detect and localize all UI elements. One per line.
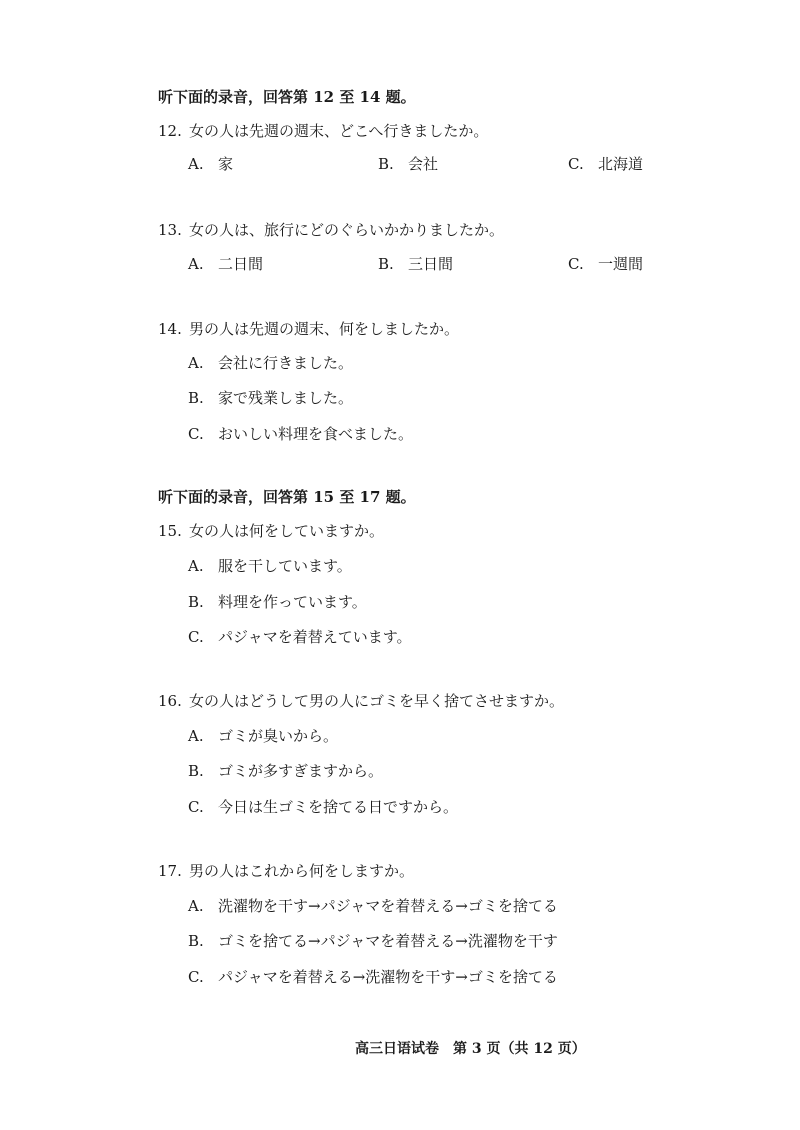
option-14-a <box>188 352 353 373</box>
option-label: C. <box>188 968 204 986</box>
option-15-c <box>188 626 412 647</box>
option-text: 会社に行きました。 <box>218 354 354 372</box>
section-heading-12-14: 听下面的录音，回答第 12 至 14 题。 <box>158 88 416 106</box>
question-13 <box>158 219 504 240</box>
question-number: 14. <box>158 320 182 338</box>
option-text: 一週間 <box>598 255 644 273</box>
option-16-c <box>188 796 458 817</box>
option-text: パジャマを着替える→洗濯物を干す→ゴミを捨てる <box>218 968 558 986</box>
option-17-b <box>188 930 558 951</box>
option-16-a <box>188 725 338 746</box>
question-number: 17. <box>158 862 182 880</box>
question-text: 女の人は、旅行にどのぐらいかかりましたか。 <box>189 221 505 239</box>
option-text: おいしい料理を食べました。 <box>218 425 414 443</box>
option-label: C. <box>188 798 204 816</box>
option-label: B. <box>188 932 204 950</box>
option-text: 家で残業しました。 <box>218 389 354 407</box>
option-text: ゴミが多すぎますから。 <box>218 762 384 780</box>
question-text: 男の人はこれから何をしますか。 <box>189 862 415 880</box>
option-15-a <box>188 555 352 576</box>
question-16 <box>158 690 564 711</box>
question-number: 13. <box>158 221 182 239</box>
option-16-b <box>188 760 383 781</box>
option-17-c <box>188 966 558 987</box>
option-13-c <box>568 253 643 274</box>
question-14 <box>158 318 459 339</box>
option-12-a <box>188 153 233 174</box>
question-text: 女の人は先週の週末、どこへ行きましたか。 <box>189 122 489 140</box>
option-12-b <box>378 153 438 174</box>
question-text: 男の人は先週の週末、何をしましたか。 <box>189 320 460 338</box>
option-label: A. <box>188 897 204 915</box>
option-text: 会社 <box>408 155 439 173</box>
option-label: A. <box>188 354 204 372</box>
option-label: B. <box>188 593 204 611</box>
option-label: A. <box>188 557 204 575</box>
question-number: 12. <box>158 122 182 140</box>
option-text: 服を干しています。 <box>218 557 352 575</box>
option-12-c <box>568 153 643 174</box>
option-13-a <box>188 253 263 274</box>
option-label: A. <box>188 255 204 273</box>
option-label: B. <box>378 155 394 173</box>
option-text: 北海道 <box>598 155 644 173</box>
question-15 <box>158 520 384 541</box>
question-text: 女の人は何をしていますか。 <box>189 522 385 540</box>
option-text: パジャマを着替えています。 <box>218 628 412 646</box>
option-text: 洗濯物を干す→パジャマを着替える→ゴミを捨てる <box>218 897 558 915</box>
option-label: C. <box>188 628 204 646</box>
page-footer: 高三日语试卷 第 3 页（共 12 页） <box>355 1041 586 1057</box>
option-text: 料理を作っています。 <box>218 593 367 611</box>
question-text: 女の人はどうして男の人にゴミを早く捨てさせますか。 <box>189 692 565 710</box>
option-label: C. <box>188 425 204 443</box>
question-number: 15. <box>158 522 182 540</box>
option-label: B. <box>188 762 204 780</box>
option-17-a <box>188 895 558 916</box>
option-text: 二日間 <box>218 255 264 273</box>
option-text: ゴミが臭いから。 <box>218 727 339 745</box>
option-14-b <box>188 387 353 408</box>
option-15-b <box>188 591 367 612</box>
section-heading-15-17: 听下面的录音，回答第 15 至 17 题。 <box>158 488 416 506</box>
option-label: A. <box>188 727 204 745</box>
option-14-c <box>188 423 413 444</box>
option-text: 家 <box>218 155 234 173</box>
option-text: ゴミを捨てる→パジャマを着替える→洗濯物を干す <box>218 932 558 950</box>
option-text: 三日間 <box>408 255 454 273</box>
option-label: C. <box>568 255 584 273</box>
question-17 <box>158 860 414 881</box>
question-number: 16. <box>158 692 182 710</box>
option-text: 今日は生ゴミを捨てる日ですから。 <box>218 798 459 816</box>
question-12 <box>158 120 488 141</box>
option-label: C. <box>568 155 584 173</box>
option-label: B. <box>188 389 204 407</box>
option-label: A. <box>188 155 204 173</box>
option-13-b <box>378 253 453 274</box>
option-label: B. <box>378 255 394 273</box>
